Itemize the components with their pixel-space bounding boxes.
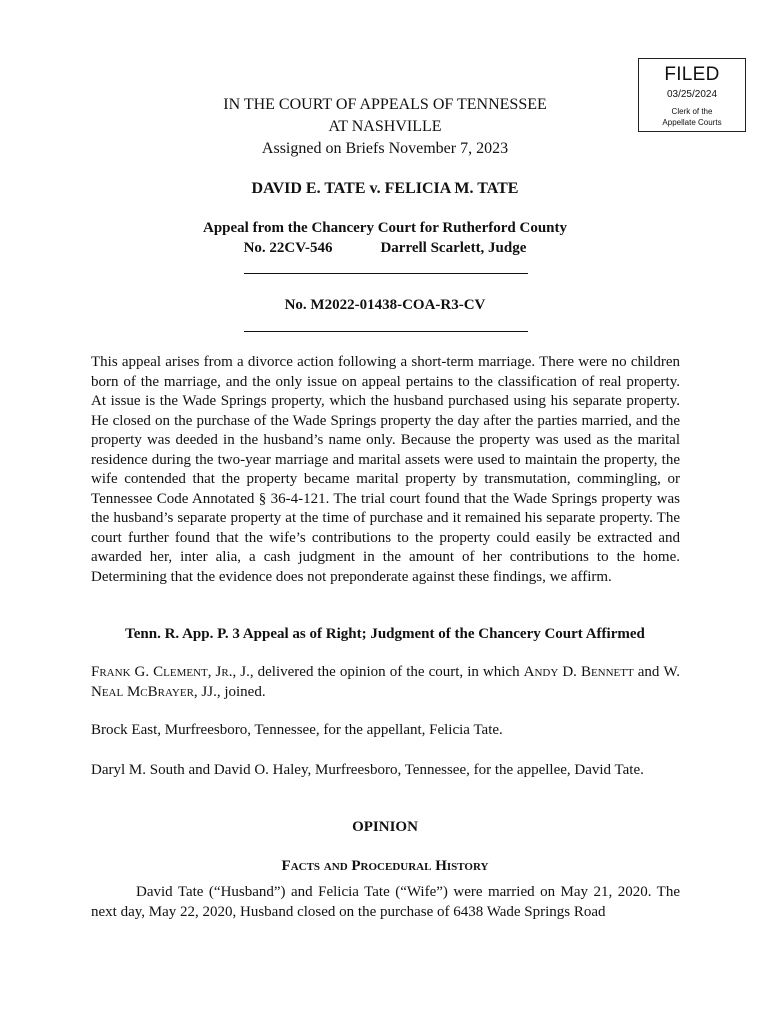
court-name: IN THE COURT OF APPEALS OF TENNESSEE <box>223 96 547 113</box>
assigned-date: Assigned on Briefs November 7, 2023 <box>261 140 509 157</box>
joining-judge: Andy D. Bennett <box>523 664 634 680</box>
divider-rule <box>244 273 528 274</box>
authoring-judge: Frank G. Clement, Jr., J. <box>91 664 250 680</box>
authorship-line <box>91 663 680 702</box>
appellant-counsel: Brock East, Murfreesboro, Tennessee, for the appellant, Felicia Tate. <box>91 722 503 738</box>
case-title: DAVID E. TATE v. FELICIA M. TATE <box>251 180 519 197</box>
authorship-joined: , JJ., joined. <box>193 683 266 700</box>
stamp-clerk-line: Clerk of the <box>671 107 713 116</box>
appellee-counsel: Daryl M. South and David O. Haley, Murfreesboro, Tennessee, for the appellee, David Tate. <box>91 762 644 778</box>
trial-docket-line <box>0 240 770 257</box>
stamp-court-line: Appellate Courts <box>662 118 722 127</box>
opinion-paragraph: David Tate (“Husband”) and Felicia Tate (“Wife”) were married on May 21, 2020. The next day, May 22, 2020, Husband closed on the purchase of 6438 Wade Springs Road <box>91 884 680 920</box>
appeal-origin: Appeal from the Chancery Court for Rutherford County <box>203 220 567 236</box>
stamp-date: 03/25/2024 <box>666 89 718 100</box>
trial-docket-number: No. 22CV-546 <box>243 240 333 256</box>
trial-judge: Darrell Scarlett, Judge <box>380 240 527 256</box>
court-location: AT NASHVILLE <box>328 118 442 135</box>
section-heading: Facts and Procedural History <box>281 858 489 874</box>
case-summary: This appeal arises from a divorce action following a short-term marriage. There were no children born of the marriage, and the only issue on appeal pertains to the classification of real property. At issue is the Wade Springs property, which the husband purchased using his separate property. He closed on the purchase of the Wade Springs property the day after the parties married, and the property was deeded in the husband’s name only. Because the property was used as the marital residence during the two-year marriage and marital assets were used to maintain the property, the wife contended that the property became marital property by transmutation, commingling, or Tennessee Code Annotated § 36-4-121. The trial court found that the Wade Springs property was the husband’s separate property at the time of purchase and it remained his separate property. The court further found that the wife’s contributions to the property could easily be extracted and awarded her, inter alia, a cash judgment in the amount of her contributions to the home. Determining that the evidence does not preponderate against these findings, we affirm. <box>91 354 680 585</box>
divider-rule <box>244 331 528 332</box>
disposition-line: Tenn. R. App. P. 3 Appeal as of Right; Judgment of the Chancery Court Affirmed <box>125 626 645 642</box>
opinion-heading: OPINION <box>352 819 418 835</box>
stamp-title: FILED <box>664 64 720 85</box>
appeal-docket-number: No. M2022-01438-COA-R3-CV <box>284 297 486 313</box>
joining-judge: W. Neal McBrayer <box>91 664 680 700</box>
authorship-text: , delivered the opinion of the court, in which <box>249 664 524 680</box>
authorship-conjunction: and <box>633 664 664 680</box>
